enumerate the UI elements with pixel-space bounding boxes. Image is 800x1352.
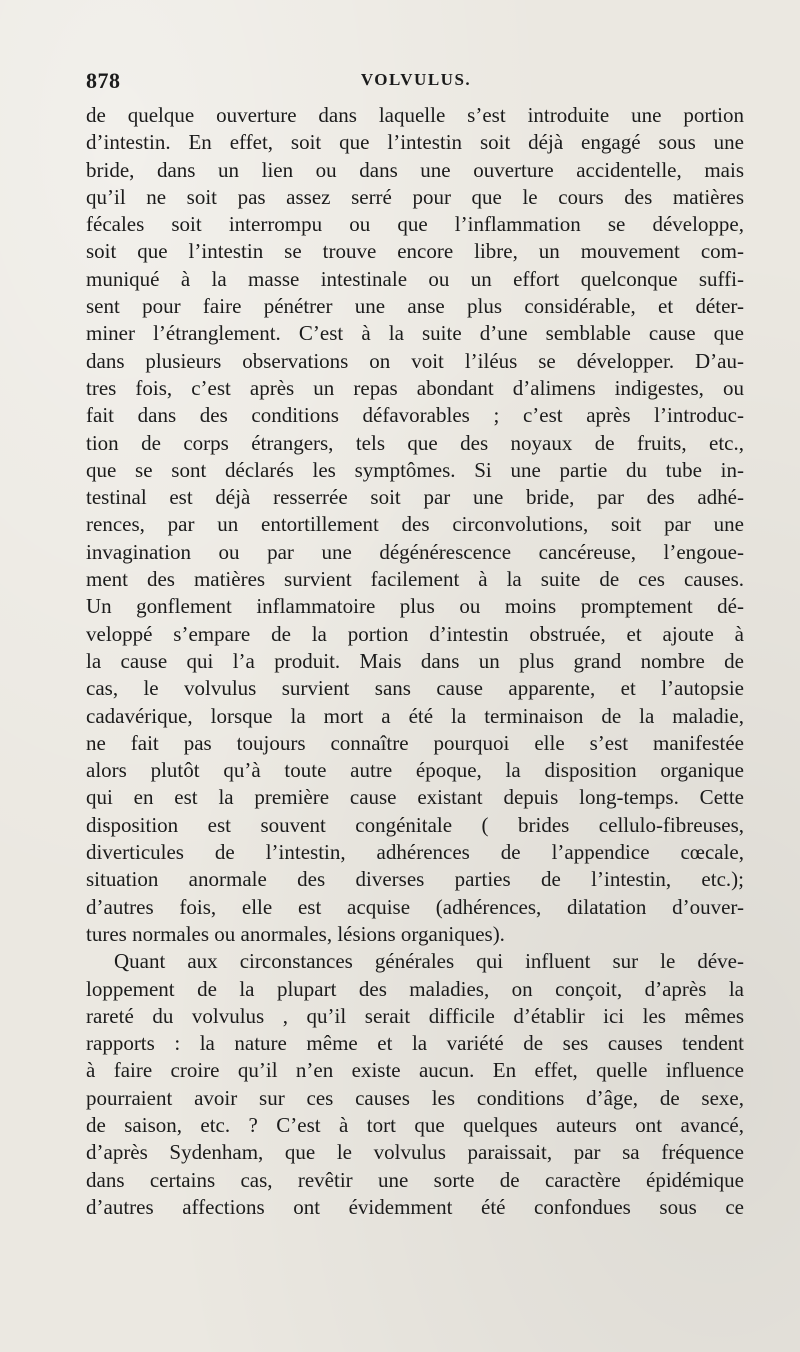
text-line: miner l’étranglement. C’est à la suite d’une semblable cause que bbox=[86, 321, 744, 346]
text-line: dans plusieurs observations on voit l’iléus se développer. D’au- bbox=[86, 348, 744, 373]
text-line: invagination ou par une dégénérescence cancéreuse, l’engoue- bbox=[86, 539, 744, 564]
text-line: loppement de la plupart des maladies, on conçoit, d’après la bbox=[86, 976, 744, 1001]
text-line: à faire croire qu’il n’en existe aucun. En effet, quelle influence bbox=[86, 1058, 744, 1083]
paragraph-start-line: Quant aux circonstances générales qui influent sur le déve- bbox=[114, 949, 744, 974]
text-line: ment des matières survient facilement à la suite de ces causes. bbox=[86, 567, 744, 592]
text-line: fait dans des conditions défavorables ; c’est après l’introduc- bbox=[86, 403, 744, 428]
text-line: dans certains cas, revêtir une sorte de caractère épidémique bbox=[86, 1167, 744, 1192]
text-line: pourraient avoir sur ces causes les conditions d’âge, de sexe, bbox=[86, 1085, 744, 1110]
text-line: qui en est la première cause existant depuis long-temps. Cette bbox=[86, 785, 744, 810]
text-line: situation anormale des diverses parties de l’intestin, etc.); bbox=[86, 867, 744, 892]
text-line: d’autres fois, elle est acquise (adhérences, dilatation d’ouver- bbox=[86, 894, 744, 919]
text-line: tion de corps étrangers, tels que des noyaux de fruits, etc., bbox=[86, 430, 744, 455]
page-number: 878 bbox=[86, 68, 121, 93]
text-line: muniqué à la masse intestinale ou un effort quelconque suffi- bbox=[86, 266, 744, 291]
text-line: de saison, etc. ? C’est à tort que quelques auteurs ont avancé, bbox=[86, 1112, 744, 1137]
text-line: fécales soit interrompu ou que l’inflammation se développe, bbox=[86, 212, 744, 237]
text-line: veloppé s’empare de la portion d’intestin obstruée, et ajoute à bbox=[86, 621, 744, 646]
text-line: sent pour faire pénétrer une anse plus considérable, et déter- bbox=[86, 294, 744, 319]
running-head bbox=[86, 68, 746, 92]
text-line: qu’il ne soit pas assez serré pour que le cours des matières bbox=[86, 184, 744, 209]
text-line: ne fait pas toujours connaître pourquoi elle s’est manifestée bbox=[86, 730, 744, 755]
text-line: tres fois, c’est après un repas abondant d’alimens indigestes, ou bbox=[86, 375, 744, 400]
text-line: la cause qui l’a produit. Mais dans un plus grand nombre de bbox=[86, 648, 744, 673]
text-line: alors plutôt qu’à toute autre époque, la disposition organique bbox=[86, 758, 744, 783]
text-line: d’intestin. En effet, soit que l’intestin soit déjà engagé sous une bbox=[86, 130, 744, 155]
text-line: rapports : la nature même et la variété de ses causes tendent bbox=[86, 1031, 744, 1056]
text-line: d’autres affections ont évidemment été confondues sous ce bbox=[86, 1194, 744, 1219]
text-line: d’après Sydenham, que le volvulus paraissait, par sa fréquence bbox=[86, 1140, 744, 1165]
text-line: que se sont déclarés les symptômes. Si une partie du tube in- bbox=[86, 457, 744, 482]
text-line: bride, dans un lien ou dans une ouverture accidentelle, mais bbox=[86, 157, 744, 182]
text-line: soit que l’intestin se trouve encore libre, un mouvement com- bbox=[86, 239, 744, 264]
text-line: testinal est déjà resserrée soit par une bride, par des adhé- bbox=[86, 485, 744, 510]
text-line: rareté du volvulus , qu’il serait difficile d’établir ici les mêmes bbox=[86, 1003, 744, 1028]
text-line: rences, par un entortillement des circonvolutions, soit par une bbox=[86, 512, 744, 537]
running-title: VOLVULUS. bbox=[360, 70, 472, 89]
text-line: Un gonflement inflammatoire plus ou moins promptement dé- bbox=[86, 594, 744, 619]
text-line: de quelque ouverture dans laquelle s’est introduite une portion bbox=[86, 103, 744, 127]
text-line: disposition est souvent congénitale ( brides cellulo-fibreuses, bbox=[86, 812, 744, 837]
text-line: diverticules de l’intestin, adhérences de l’appendice cœcale, bbox=[86, 840, 744, 865]
paragraph-end-line: tures normales ou anormales, lésions organiques). bbox=[86, 921, 505, 946]
text-line: cadavérique, lorsque la mort a été la terminaison de la maladie, bbox=[86, 703, 744, 728]
body-text bbox=[86, 102, 744, 1221]
text-line: cas, le volvulus survient sans cause apparente, et l’autopsie bbox=[86, 676, 744, 701]
